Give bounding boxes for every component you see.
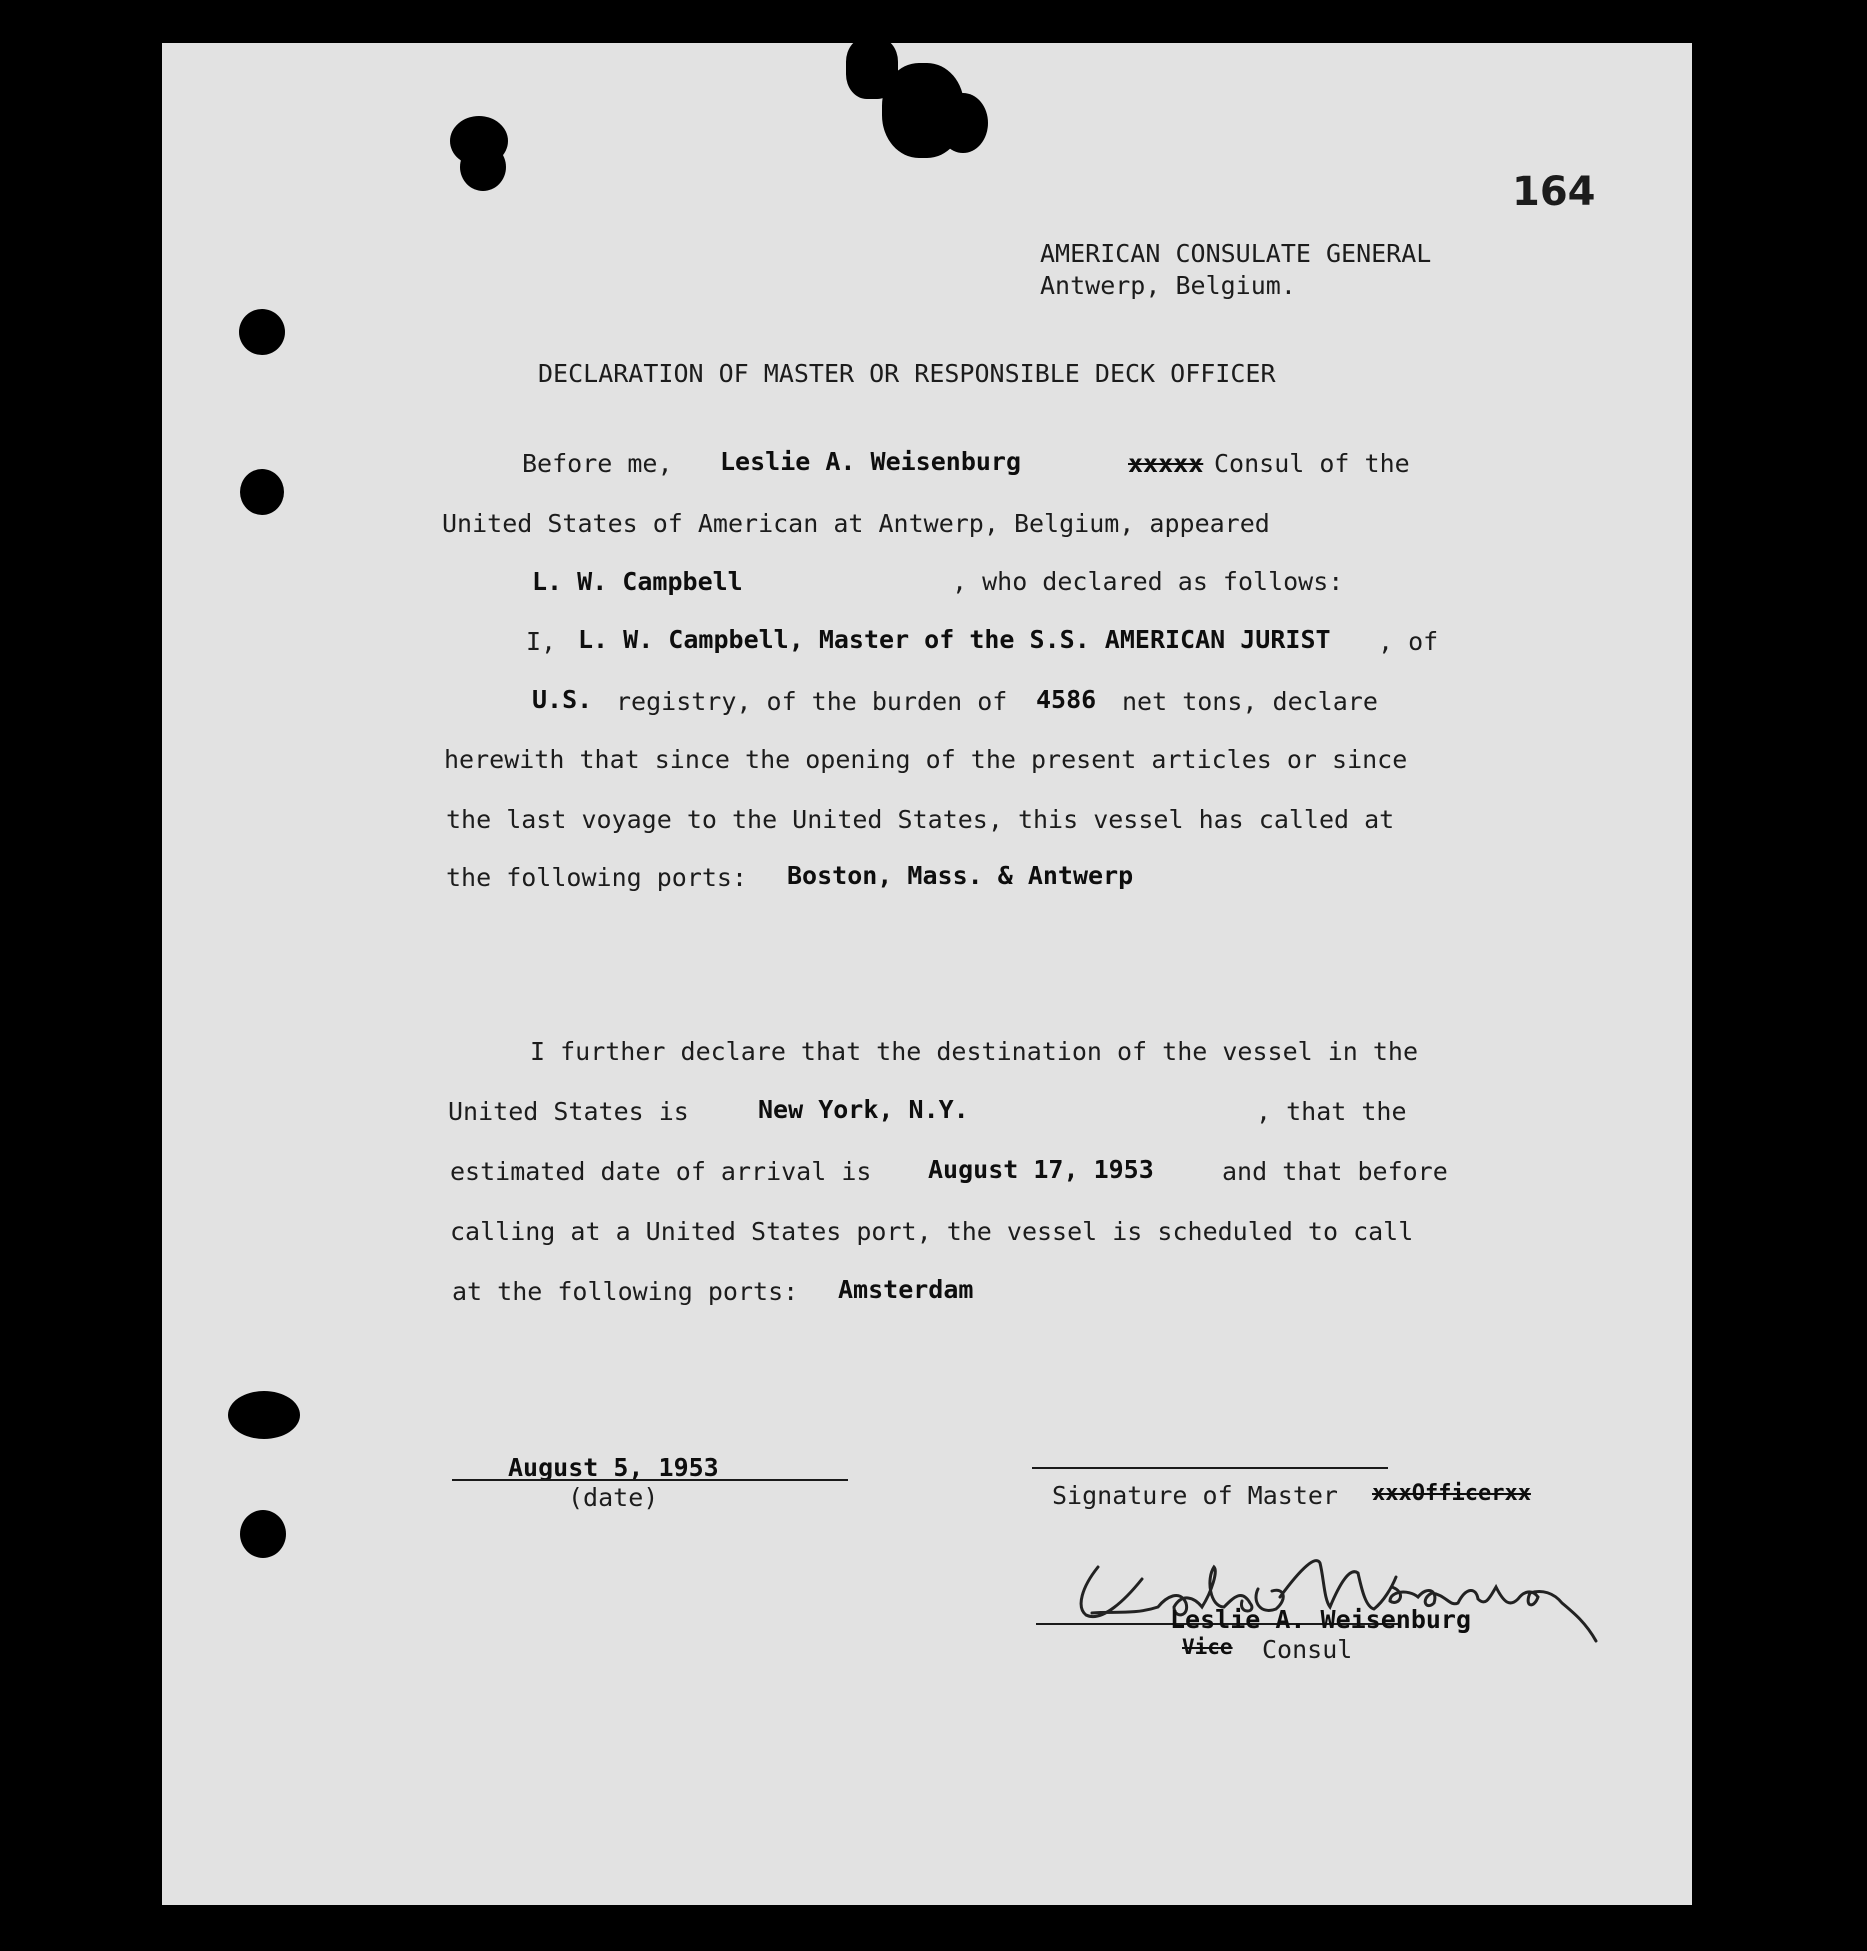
and-that-text: and that before (1222, 1157, 1448, 1186)
punch-hole (460, 143, 506, 191)
consul-title: Consul (1262, 1635, 1353, 1664)
document-title: DECLARATION OF MASTER OR RESPONSIBLE DECK OFFICER (538, 359, 1276, 388)
of-text: , of (1378, 627, 1439, 656)
punch-hole (228, 1391, 300, 1439)
document-page (162, 43, 1692, 1905)
last-voyage-line: the last voyage to the United States, this vessel has called at (446, 805, 1395, 834)
punch-hole (938, 93, 988, 153)
declarant-name: L. W. Campbell (532, 567, 743, 596)
consulate-location: Antwerp, Belgium. (1040, 271, 1296, 300)
consul-struck-prefix: Vice (1182, 1635, 1233, 1659)
destination-port: New York, N.Y. (758, 1095, 969, 1124)
registry-country: U.S. (532, 685, 593, 714)
appeared-line: United States of American at Antwerp, Belgium, appeared (442, 509, 1270, 538)
articles-line: herewith that since the opening of the present articles or since (444, 745, 1408, 774)
consul-of-the-text: Consul of the (1214, 449, 1410, 478)
punch-hole (240, 469, 284, 515)
next-ports-label: at the following ports: (452, 1277, 799, 1306)
master-vessel: L. W. Campbell, Master of the S.S. AMERICAN JURIST (578, 625, 1331, 654)
declaration-i: I, (526, 627, 557, 656)
before-me-text: Before me, (522, 449, 673, 478)
consul-typed-name: Leslie A. Weisenburg (1170, 1605, 1472, 1634)
date-value: August 5, 1953 (508, 1453, 719, 1482)
ports-called-label: the following ports: (446, 863, 748, 892)
signature-caption-struck: xxxOfficerxx (1372, 1481, 1531, 1506)
date-caption: (date) (568, 1483, 659, 1512)
signature-caption: Signature of Master (1052, 1481, 1338, 1510)
net-tons-value: 4586 (1036, 685, 1097, 714)
struck-title: xxxxx (1128, 449, 1204, 478)
page-number: 164 (1512, 169, 1596, 215)
further-declare-line: I further declare that the destination of the vessel in the (530, 1037, 1419, 1066)
consulate-name: AMERICAN CONSULATE GENERAL (1040, 239, 1432, 268)
registry-text: registry, of the burden of (616, 687, 1008, 716)
consul-name: Leslie A. Weisenburg (720, 447, 1022, 476)
next-ports: Amsterdam (838, 1275, 974, 1304)
date-line (452, 1479, 848, 1481)
punch-hole (240, 1510, 286, 1558)
who-declared-text: , who declared as follows: (952, 567, 1344, 596)
destination-label: United States is (448, 1097, 689, 1126)
ports-called: Boston, Mass. & Antwerp (787, 861, 1134, 890)
scheduled-call-line: calling at a United States port, the vessel is scheduled to call (450, 1217, 1414, 1246)
net-tons-text: net tons, declare (1122, 687, 1378, 716)
arrival-label: estimated date of arrival is (450, 1157, 872, 1186)
that-the-text: , that the (1256, 1097, 1407, 1126)
master-signature-line (1032, 1467, 1388, 1469)
arrival-date: August 17, 1953 (928, 1155, 1154, 1184)
punch-hole (239, 309, 285, 355)
